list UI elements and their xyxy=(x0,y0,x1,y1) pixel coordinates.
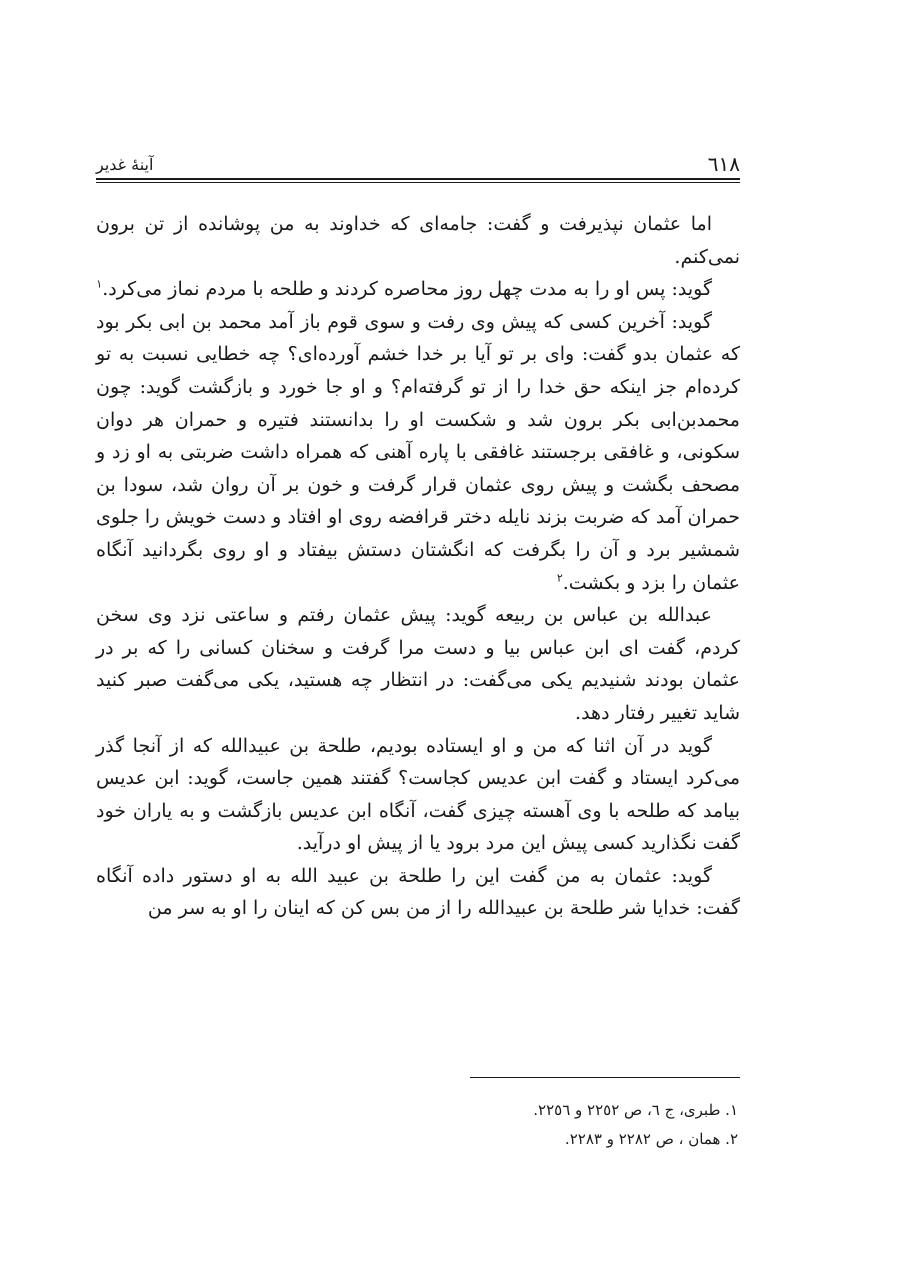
page-header xyxy=(96,146,740,176)
paragraph-text: عبدالله بن عباس بن ربیعه گوید: پیش عثمان رفتم و ساعتی نزد وی سخن کردم، گفت ای ابن عباس بیا و دست مرا گرفت و سخنان کسانی را که بر در عثمان بودند شنیدیم یکی می‌گفت: در انتظار چه هستید، یکی می‌گفت صبر کنید شاید تغییر رفتار دهد. xyxy=(96,604,740,724)
paragraph-text: گوید: عثمان به من گفت این را طلحة بن عبید الله به او دستور داده آنگاه گفت: خدایا شر طلحة بن عبیدالله را از من بس کن که اینان را او به سر من xyxy=(96,864,740,920)
footnotes xyxy=(96,1096,740,1154)
paragraph-text: اما عثمان نپذیرفت و گفت: جامه‌ای که خداوند به من پوشانده از تن برون نمی‌کنم. xyxy=(96,213,740,268)
paragraph xyxy=(96,599,740,729)
paragraph xyxy=(96,306,740,599)
book-page xyxy=(96,0,740,1282)
paragraph-text: گوید: پس او را به مدت چهل روز محاصره کردند و طلحه با مردم نماز می‌کرد. xyxy=(102,278,712,301)
footnote-reference[interactable]: ٢ xyxy=(556,571,563,585)
footnote: ١. طبری، ج ٦، ص ٢٢٥٢ و ٢٢٥٦. xyxy=(533,1101,738,1119)
page-number: ٦١٨ xyxy=(707,152,740,176)
paragraph xyxy=(96,860,740,925)
paragraph-text: گوید در آن اثنا که من و او ایستاده بودیم، طلحة بن عبیدالله که از آنجا گذر می‌کرد ایستاد و گفت ابن عدیس کجاست؟ گفتند همین جاست، گوید: ابن عدیس بیامد که طلحه با وی آهسته چیزی گفت، آنگاه ابن عدیس بازگشت و به یاران خود گفت نگذارید کسی پیش این مرد برود یا از پیش او درآید. xyxy=(96,734,740,855)
paragraph-text: گوید: آخرین کسی که پیش وی رفت و سوی قوم باز آمد محمد بن ابی بکر بود که عثمان بدو گفت: وای بر تو آیا بر خدا خشم آورده‌ای؟ چه خطایی نسبت به تو کرده‌ام جز اینکه حق خدا را از تو گرفته‌ام؟ و او جا خورد و بازگشت گوید: چون محمدبن‌ابی بکر برون شد و شکست او را بدانستند فتیره و حمران هر دوان سکونی، و غافقی برجستند غافقی با پاره آهنی که همراه داشت ضربتی به او زد و مصحف بگشت و پیش روی عثمان قرار گرفت و خون بر آن روان شد، سودا بن حمران آمد که ضربت بزند نایله دختر قرافضه روی او افتاد و دست خویش را جلوی شمشیر برد و آن را بگرفت که انگشتان دستش بیفتاد و او روی بگردانید آنگاه عثمان را بزد و بکشت. xyxy=(96,310,740,594)
footnote-separator xyxy=(470,1077,740,1078)
paragraph xyxy=(96,273,740,306)
body-text xyxy=(96,208,740,925)
footnote: ٢. همان ، ص ٢٢٨٢ و ٢٢٨٣. xyxy=(564,1130,738,1148)
footnote-reference[interactable]: ١ xyxy=(96,277,103,291)
paragraph xyxy=(96,730,740,860)
header-rule-thin xyxy=(96,182,740,183)
header-rule xyxy=(96,178,740,180)
paragraph xyxy=(96,208,740,273)
running-title: آینهٔ غدیر xyxy=(96,155,154,174)
